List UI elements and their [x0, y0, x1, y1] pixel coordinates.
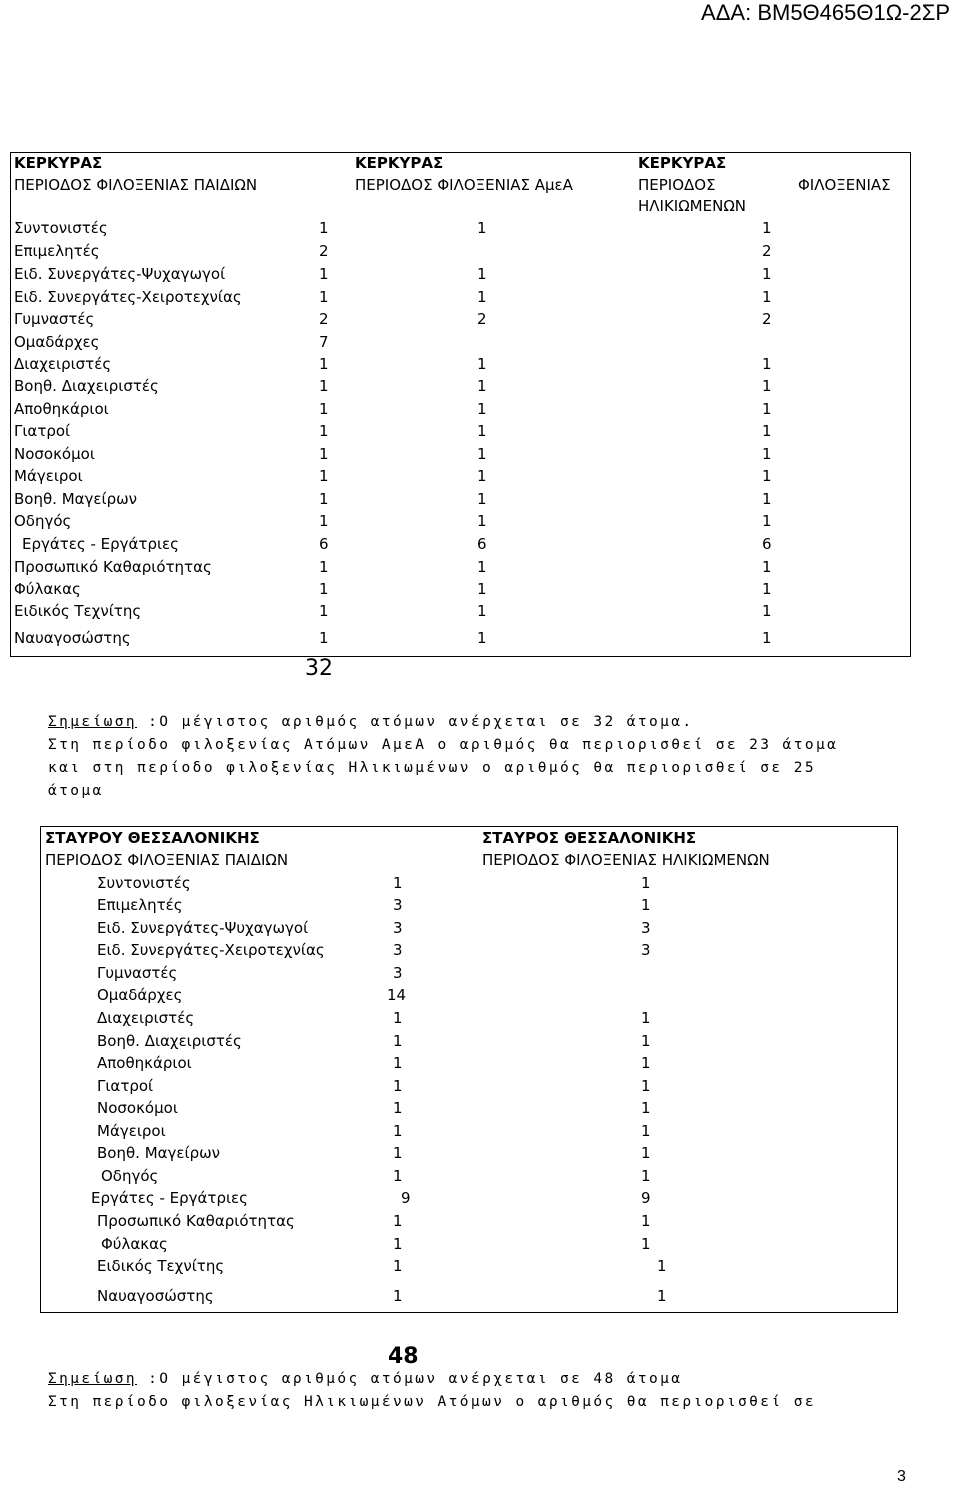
s1-row-v1: 1 [319, 288, 329, 306]
s1-row-v1: 1 [319, 558, 329, 576]
s1-row-v3: 1 [762, 467, 772, 485]
s2-row-v1: 1 [393, 1122, 403, 1140]
s1-note-label: Σημείωση [48, 714, 138, 730]
s2-row-label: Αποθηκάριοι [97, 1054, 192, 1072]
s1-row-v1: 1 [319, 580, 329, 598]
s1-col1-title: ΚΕΡΚΥΡΑΣ [14, 154, 103, 172]
s2-col2-title: ΣΤΑΥΡΟΣ ΘΕΣΣΑΛΟΝΙΚΗΣ [482, 829, 697, 847]
s1-row-label: Εργάτες - Εργάτριες [22, 535, 179, 553]
s1-col1-subtitle: ΠΕΡΙΟΔΟΣ ΦΙΛΟΞΕΝΙΑΣ ΠΑΙΔΙΩΝ [14, 176, 258, 194]
s1-row-v3: 1 [762, 512, 772, 530]
s2-row-v2: 1 [641, 1144, 651, 1162]
s2-row-label: Προσωπικό Καθαριότητας [97, 1212, 295, 1230]
s1-row-v2: 1 [477, 288, 487, 306]
s1-col3-subtitle-c: ΗΛΙΚΙΩΜΕΝΩΝ [638, 197, 747, 215]
s2-row-v1: 1 [393, 1054, 403, 1072]
s2-row-label: Βοηθ. Διαχειριστές [97, 1032, 242, 1050]
s1-row-v2: 1 [477, 512, 487, 530]
s1-row-label: Αποθηκάριοι [14, 400, 109, 418]
s2-row-v2: 1 [641, 896, 651, 914]
s1-row-v2: 1 [477, 219, 487, 237]
s1-row-v1: 2 [319, 310, 329, 328]
s1-row-v3: 1 [762, 377, 772, 395]
s2-row-v1: 1 [393, 1077, 403, 1095]
s1-row-v2: 1 [477, 558, 487, 576]
s2-col2-subtitle: ΠΕΡΙΟΔΟΣ ΦΙΛΟΞΕΝΙΑΣ ΗΛΙΚΙΩΜΕΝΩΝ [482, 851, 770, 869]
s1-note-line-2: Στη περίοδο φιλοξενίας Ατόμων ΑμεΑ ο αριθμός θα περιορισθεί σε 23 άτομα [48, 737, 839, 753]
s1-row-v2: 1 [477, 265, 487, 283]
s1-row-v1: 1 [319, 355, 329, 373]
s1-row-v3: 1 [762, 265, 772, 283]
s1-row-label: Νοσοκόμοι [14, 445, 95, 463]
s1-row-v2: 1 [477, 400, 487, 418]
s1-row-label: Ειδ. Συνεργάτες-Ψυχαγωγοί [14, 265, 226, 283]
s1-row-v2: 2 [477, 310, 487, 328]
s2-note-line-2: Στη περίοδο φιλοξενίας Ηλικιωμένων Ατόμων ο αριθμός θα περιορισθεί σε [48, 1394, 816, 1410]
s2-row-label: Συντονιστές [97, 874, 191, 892]
s2-row-v1: 3 [393, 964, 403, 982]
s2-row-v1: 1 [393, 1287, 403, 1305]
s2-row-label: Γυμναστές [97, 964, 178, 982]
s1-total: 32 [305, 656, 333, 681]
s2-row-label: Νοσοκόμοι [97, 1099, 178, 1117]
s2-row-label: Ειδ. Συνεργάτες-Ψυχαγωγοί [97, 919, 309, 937]
s1-row-v3: 1 [762, 490, 772, 508]
s2-row-label: Γιατροί [97, 1077, 154, 1095]
s1-row-v2: 6 [477, 535, 487, 553]
s2-row-v1: 1 [393, 1009, 403, 1027]
s2-col1-subtitle: ΠΕΡΙΟΔΟΣ ΦΙΛΟΞΕΝΙΑΣ ΠΑΙΔΙΩΝ [45, 851, 289, 869]
s1-row-label: Ομαδάρχες [14, 333, 100, 351]
page-number: 3 [897, 1468, 906, 1485]
s2-row-v2: 1 [641, 1212, 651, 1230]
s1-row-label: Ειδ. Συνεργάτες-Χειροτεχνίας [14, 288, 242, 306]
s2-row-v2: 1 [641, 1032, 651, 1050]
s2-row-label: Φύλακας [101, 1235, 168, 1253]
s2-row-label: Εργάτες - Εργάτριες [91, 1189, 248, 1207]
s1-row-label: Επιμελητές [14, 242, 100, 260]
s1-row-v1: 1 [319, 422, 329, 440]
s2-row-v1: 3 [393, 919, 403, 937]
s1-row-v3: 2 [762, 310, 772, 328]
s2-row-label: Ειδικός Τεχνίτης [97, 1257, 225, 1275]
s1-row-v2: 1 [477, 377, 487, 395]
s1-row-v2: 1 [477, 467, 487, 485]
s1-row-v2: 1 [477, 602, 487, 620]
s1-row-v1: 1 [319, 602, 329, 620]
s1-col2-title: ΚΕΡΚΥΡΑΣ [355, 154, 444, 172]
s2-row-v1: 1 [393, 1032, 403, 1050]
s2-row-label: Οδηγός [101, 1167, 159, 1185]
s1-row-v2: 1 [477, 355, 487, 373]
s1-row-label: Γιατροί [14, 422, 71, 440]
ada-code: ΑΔΑ: ΒΜ5Θ465Θ1Ω-2ΣΡ [701, 0, 950, 25]
s2-row-label: Βοηθ. Μαγείρων [97, 1144, 221, 1162]
s1-row-v2: 1 [477, 445, 487, 463]
s1-row-label: Φύλακας [14, 580, 81, 598]
s1-row-label: Διαχειριστές [14, 355, 112, 373]
s2-row-v2: 1 [657, 1287, 667, 1305]
s2-row-v1: 1 [393, 874, 403, 892]
s1-row-v3: 1 [762, 422, 772, 440]
s1-row-v3: 2 [762, 242, 772, 260]
s1-row-v3: 1 [762, 355, 772, 373]
s2-note-label: Σημείωση [48, 1371, 138, 1387]
s1-row-v1: 1 [319, 629, 329, 647]
s1-row-v1: 1 [319, 400, 329, 418]
s2-row-label: Επιμελητές [97, 896, 183, 914]
s1-row-v2: 1 [477, 629, 487, 647]
s2-row-v1: 9 [401, 1189, 411, 1207]
s2-row-v2: 9 [641, 1189, 651, 1207]
s1-row-v2: 1 [477, 490, 487, 508]
s1-row-v3: 1 [762, 558, 772, 576]
s2-row-v1: 1 [393, 1257, 403, 1275]
s1-row-label: Ειδικός Τεχνίτης [14, 602, 142, 620]
s1-note-line-1 [48, 711, 694, 734]
s1-row-v1: 1 [319, 467, 329, 485]
s2-row-label: Ομαδάρχες [97, 986, 183, 1004]
s2-row-v1: 1 [393, 1212, 403, 1230]
s2-row-v2: 1 [641, 1167, 651, 1185]
s1-row-v1: 2 [319, 242, 329, 260]
s2-col1-title: ΣΤΑΥΡΟΥ ΘΕΣΣΑΛΟΝΙΚΗΣ [45, 829, 260, 847]
s1-note-line-3: και στη περίοδο φιλοξενίας Ηλικιωμένων ο αριθμός θα περιορισθεί σε 25 [48, 760, 816, 776]
s2-row-v1: 1 [393, 1235, 403, 1253]
s1-row-v3: 1 [762, 400, 772, 418]
s1-row-label: Ναυαγοσώστης [14, 629, 131, 647]
s1-row-v1: 1 [319, 512, 329, 530]
s1-row-v1: 1 [319, 377, 329, 395]
s2-row-v1: 3 [393, 896, 403, 914]
s1-row-label: Οδηγός [14, 512, 72, 530]
s1-col3-subtitle-a: ΠΕΡΙΟΔΟΣ [638, 176, 716, 194]
s1-row-v2: 1 [477, 422, 487, 440]
s1-note-text-1: :Ο μέγιστος αριθμός ατόμων ανέρχεται σε 32 άτομα. [137, 714, 694, 730]
s1-row-v1: 1 [319, 490, 329, 508]
s2-row-v2: 1 [641, 1009, 651, 1027]
s2-total: 48 [388, 1344, 419, 1369]
s1-row-label: Συντονιστές [14, 219, 108, 237]
s2-row-v1: 1 [393, 1099, 403, 1117]
s1-row-v3: 6 [762, 535, 772, 553]
s2-row-v2: 3 [641, 941, 651, 959]
s1-col3-title: ΚΕΡΚΥΡΑΣ [638, 154, 727, 172]
s1-col3-subtitle-b: ΦΙΛΟΞΕΝΙΑΣ [798, 176, 891, 194]
s2-row-label: Ειδ. Συνεργάτες-Χειροτεχνίας [97, 941, 325, 959]
s1-row-v3: 1 [762, 288, 772, 306]
s2-row-label: Διαχειριστές [97, 1009, 195, 1027]
s2-row-v1: 3 [393, 941, 403, 959]
s1-note-line-4: άτομα [48, 783, 104, 799]
s2-row-v2: 1 [641, 1099, 651, 1117]
s2-note-text-1: :Ο μέγιστος αριθμός ατόμων ανέρχεται σε 48 άτομα [137, 1371, 683, 1387]
s2-row-v1: 14 [387, 986, 407, 1004]
s1-row-v3: 1 [762, 580, 772, 598]
s2-row-v1: 1 [393, 1144, 403, 1162]
s1-row-v3: 1 [762, 219, 772, 237]
s1-row-v3: 1 [762, 602, 772, 620]
s1-row-v1: 1 [319, 265, 329, 283]
s1-row-v2: 1 [477, 580, 487, 598]
s2-row-label: Μάγειροι [97, 1122, 166, 1140]
s2-row-v1: 1 [393, 1167, 403, 1185]
kerkyra-staff-table [10, 152, 911, 657]
s2-note-line-1 [48, 1368, 682, 1391]
s1-row-label: Βοηθ. Διαχειριστές [14, 377, 159, 395]
s2-row-v2: 1 [641, 1054, 651, 1072]
s2-row-v2: 1 [641, 1235, 651, 1253]
s2-row-v2: 1 [641, 874, 651, 892]
s2-row-label: Ναυαγοσώστης [97, 1287, 214, 1305]
s1-row-v3: 1 [762, 445, 772, 463]
s1-row-label: Προσωπικό Καθαριότητας [14, 558, 212, 576]
s1-row-label: Μάγειροι [14, 467, 83, 485]
s1-row-v1: 1 [319, 219, 329, 237]
s1-row-label: Βοηθ. Μαγείρων [14, 490, 138, 508]
s2-row-v2: 1 [657, 1257, 667, 1275]
s1-row-v1: 6 [319, 535, 329, 553]
s1-row-v1: 1 [319, 445, 329, 463]
s2-row-v2: 1 [641, 1122, 651, 1140]
s1-row-v1: 7 [319, 333, 329, 351]
s2-row-v2: 1 [641, 1077, 651, 1095]
s1-row-label: Γυμναστές [14, 310, 95, 328]
s2-row-v2: 3 [641, 919, 651, 937]
s1-col2-subtitle: ΠΕΡΙΟΔΟΣ ΦΙΛΟΞΕΝΙΑΣ ΑμεΑ [355, 176, 573, 194]
s1-row-v3: 1 [762, 629, 772, 647]
